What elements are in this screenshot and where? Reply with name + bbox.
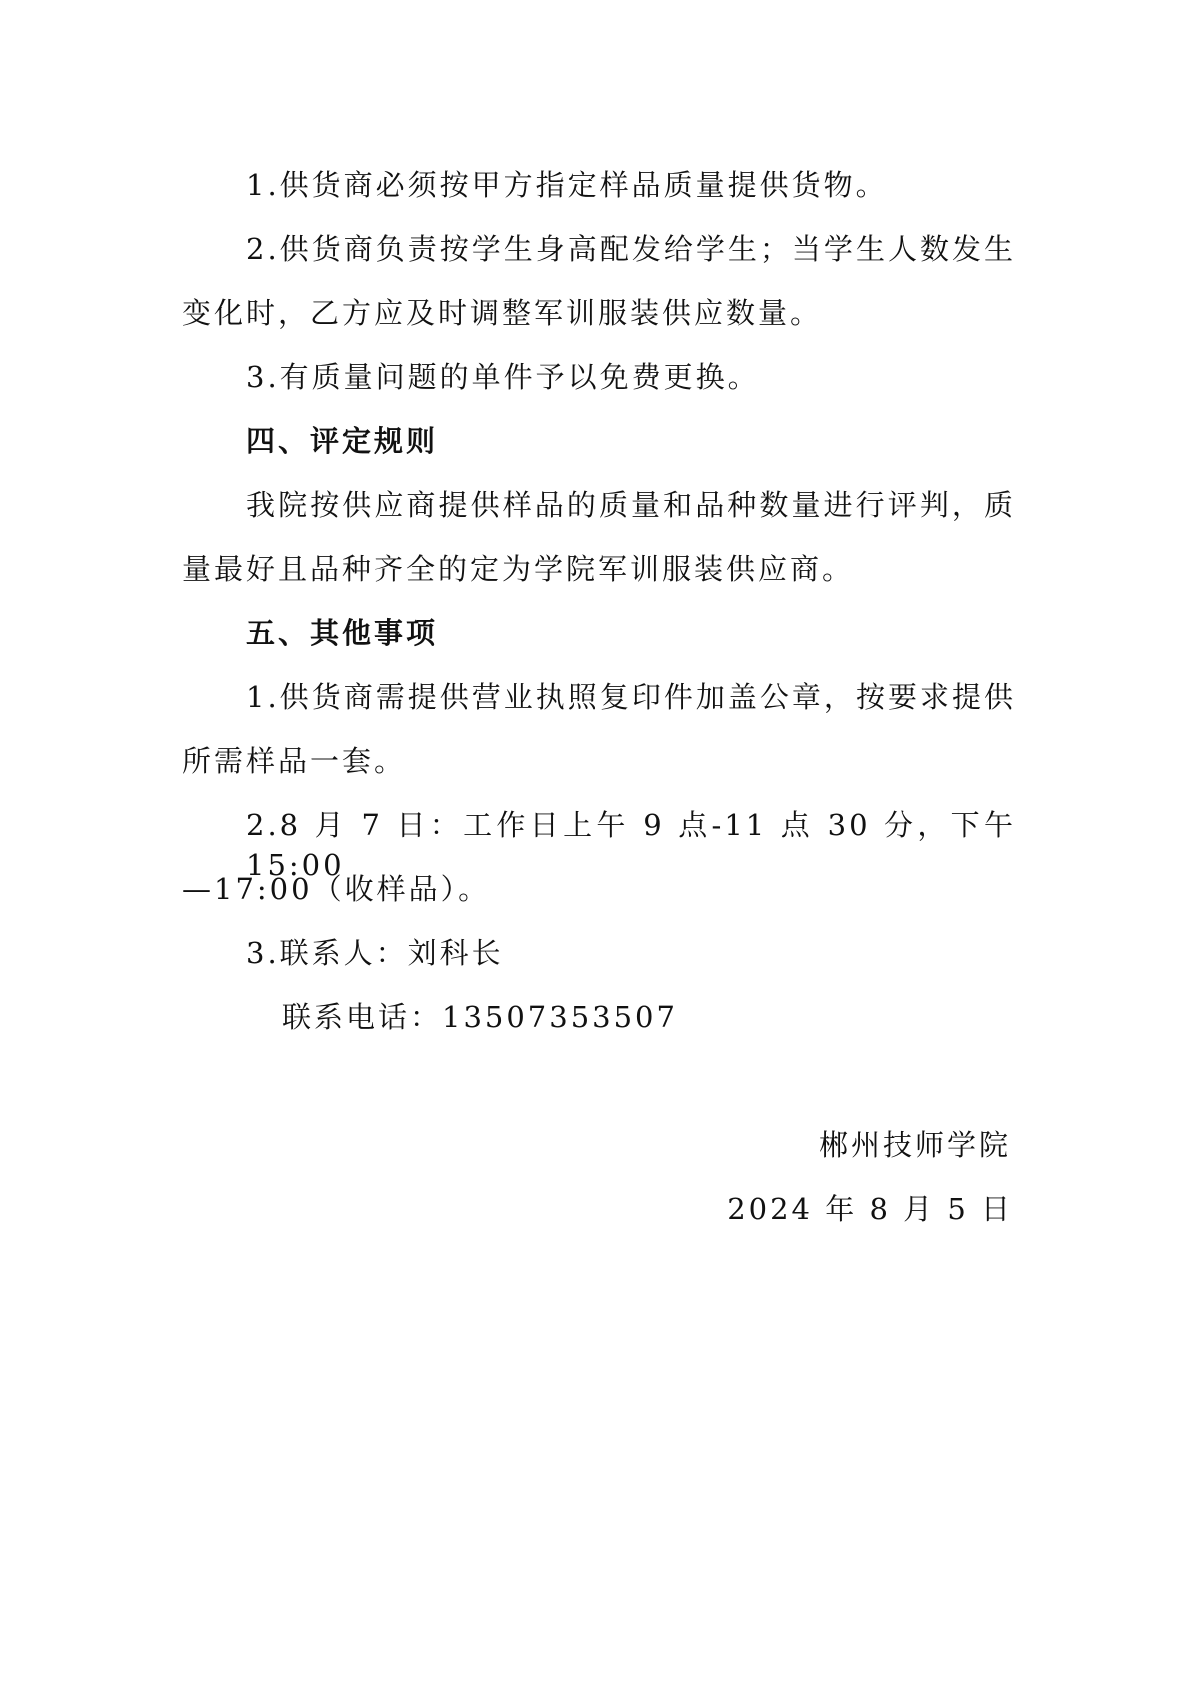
signature-date: 2024 年 8 月 5 日 bbox=[727, 1192, 1013, 1226]
other-item-1-line-1: 1.供货商需提供营业执照复印件加盖公章，按要求提供 bbox=[246, 680, 1016, 714]
signature-organization: 郴州技师学院 bbox=[818, 1128, 1011, 1162]
contact-person: 3.联系人：刘科长 bbox=[246, 936, 504, 970]
evaluation-text-line-1: 我院按供应商提供样品的质量和品种数量进行评判，质 bbox=[246, 488, 1016, 522]
other-item-2-line-2: —17:00（收样品）。 bbox=[182, 872, 491, 906]
contact-phone: 联系电话：13507353507 bbox=[282, 1000, 678, 1034]
section-heading-other: 五、其他事项 bbox=[246, 616, 439, 650]
rule-item-1: 1.供货商必须按甲方指定样品质量提供货物。 bbox=[246, 168, 888, 202]
rule-item-3: 3.有质量问题的单件予以免费更换。 bbox=[246, 360, 760, 394]
other-item-1-line-2: 所需样品一套。 bbox=[182, 744, 407, 778]
evaluation-text-line-2: 量最好且品种齐全的定为学院军训服装供应商。 bbox=[182, 552, 855, 586]
section-heading-evaluation: 四、评定规则 bbox=[246, 424, 439, 458]
rule-item-2-line-1: 2.供货商负责按学生身高配发给学生；当学生人数发生 bbox=[246, 232, 1016, 266]
rule-item-2-line-2: 变化时，乙方应及时调整军训服装供应数量。 bbox=[182, 296, 823, 330]
other-item-2-line-1: 2.8 月 7 日：工作日上午 9 点-11 点 30 分，下午 15:00 bbox=[246, 808, 1016, 882]
